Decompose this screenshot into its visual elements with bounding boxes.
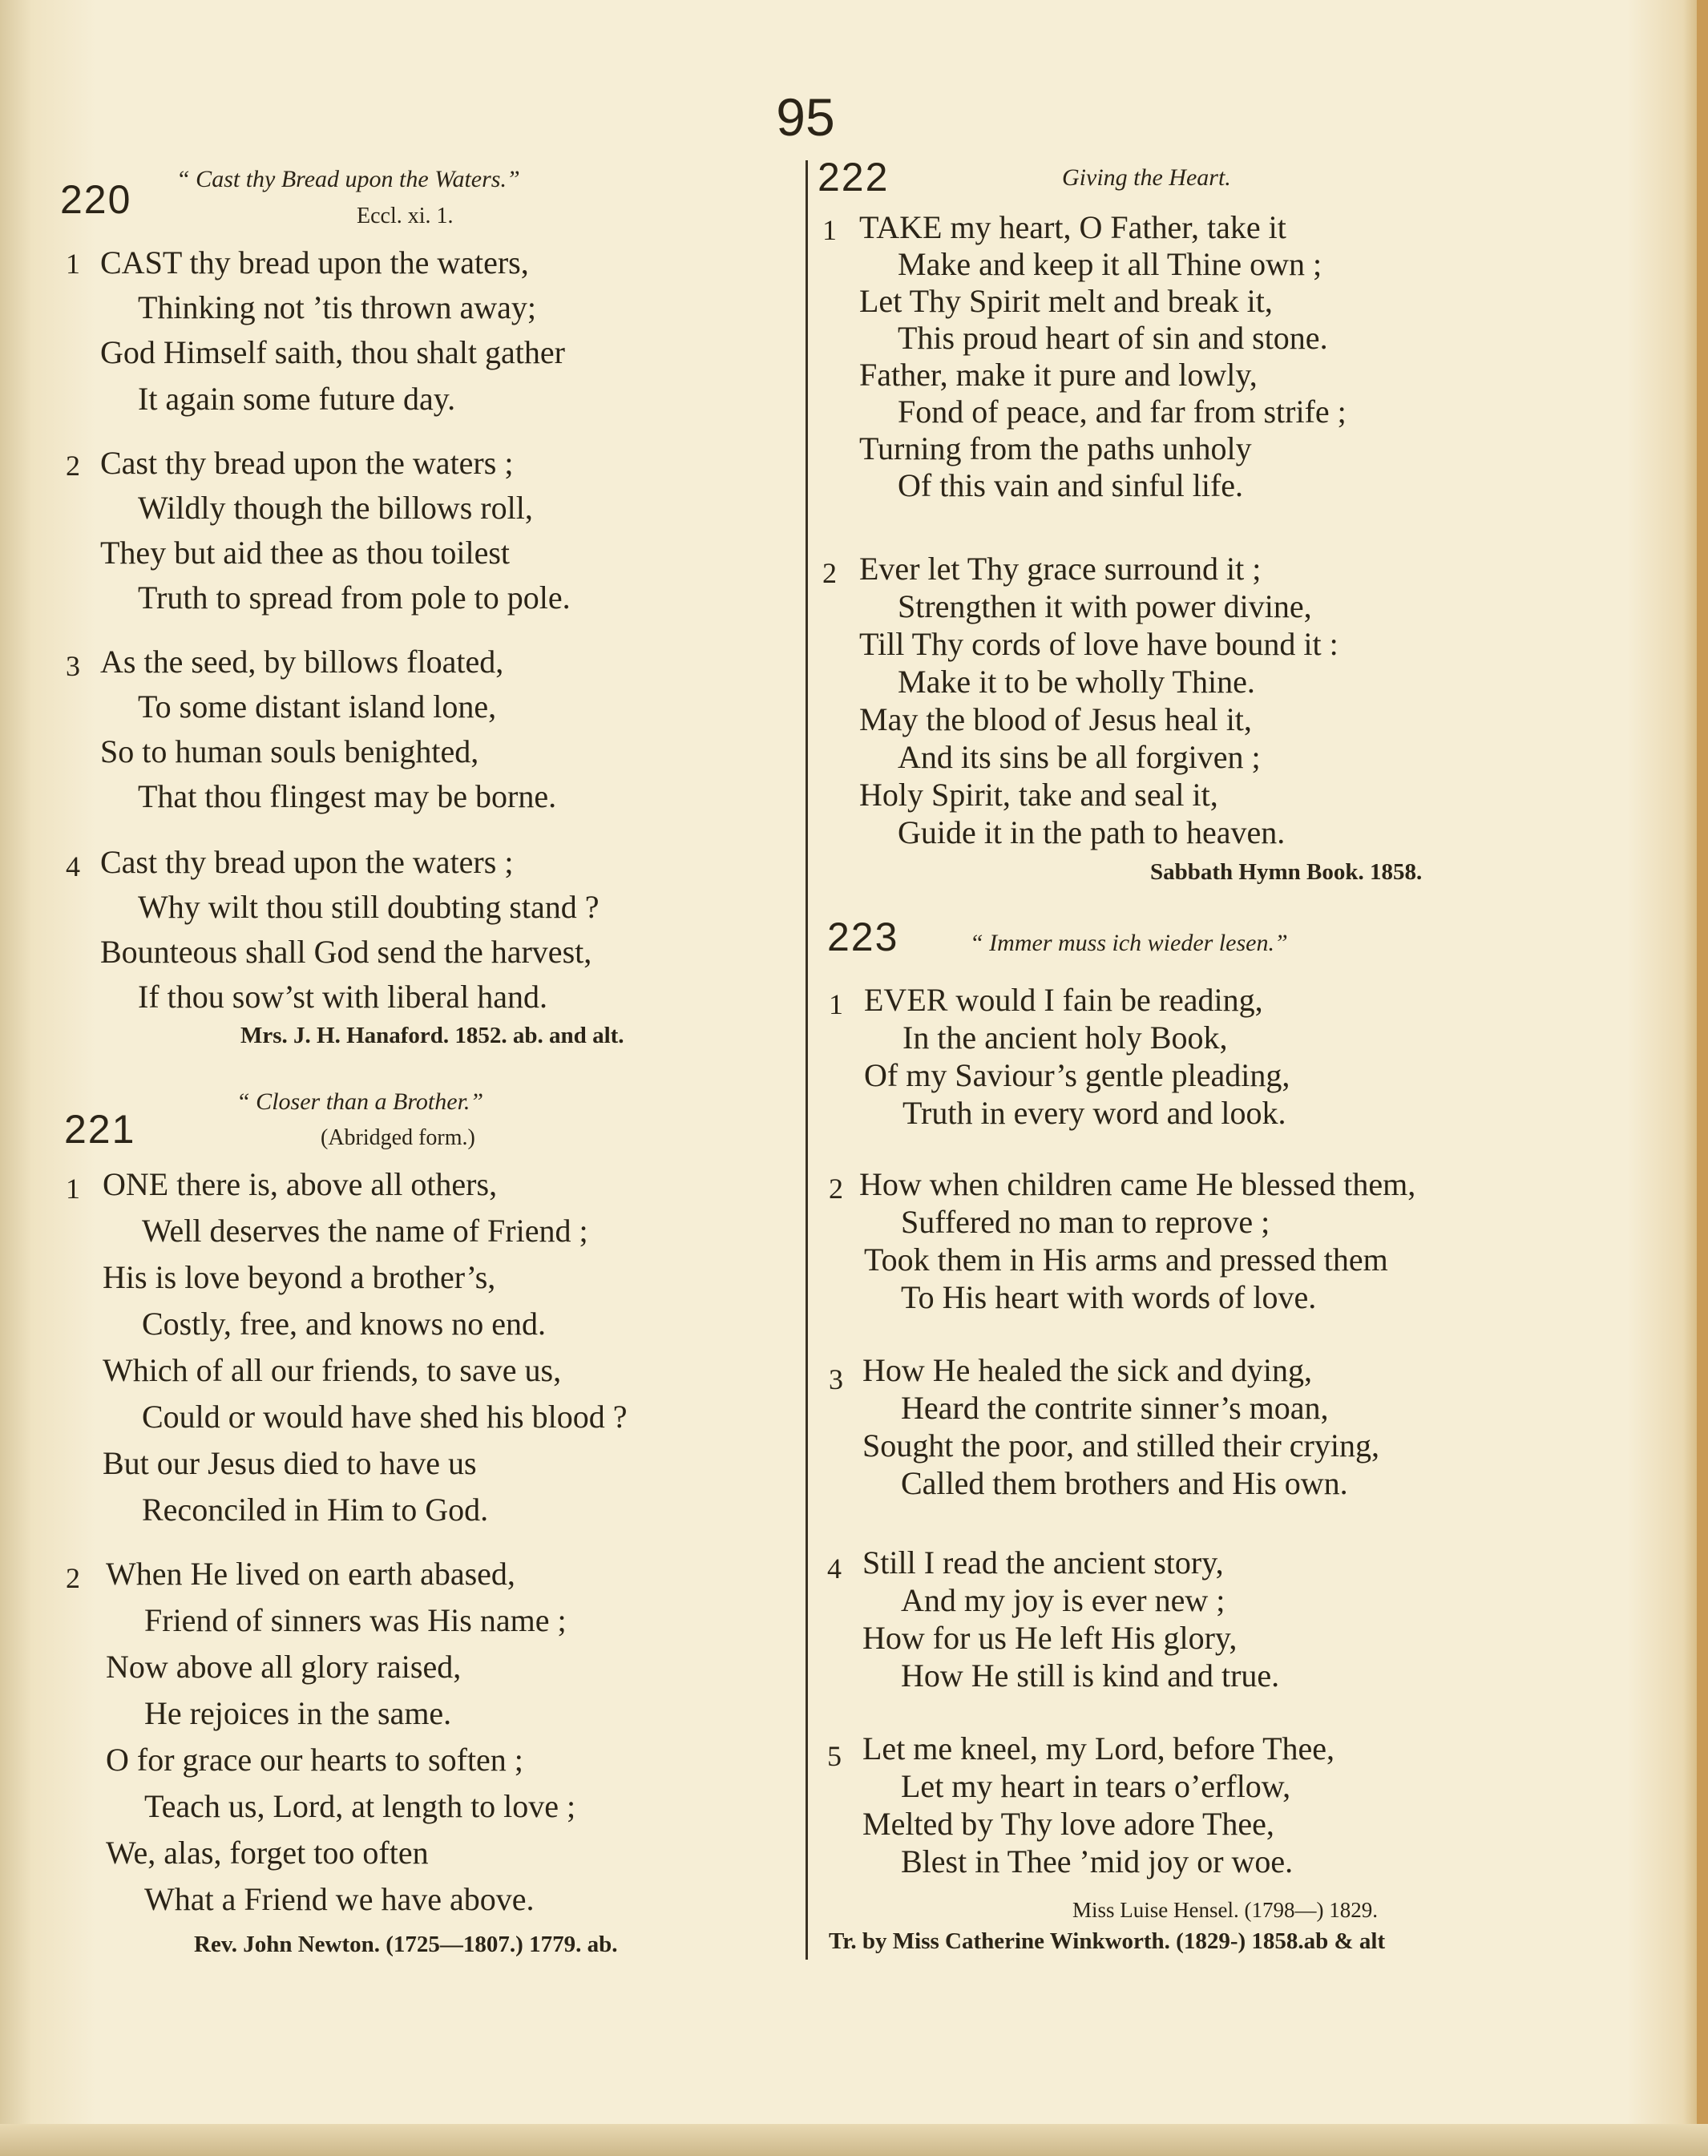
verse-line: God Himself saith, thou shalt gather bbox=[100, 334, 565, 370]
verse-line: They but aid thee as thou toilest bbox=[100, 535, 510, 571]
verse-line: Thinking not ’tis thrown away; bbox=[138, 289, 536, 325]
verse-line: Fond of peace, and far from strife ; bbox=[898, 394, 1347, 430]
verse-line: In the ancient holy Book, bbox=[902, 1019, 1228, 1056]
verse-line: And my joy is ever new ; bbox=[901, 1582, 1225, 1618]
verse-line: How He still is kind and true. bbox=[901, 1657, 1280, 1694]
verse-line: Strengthen it with power divine, bbox=[898, 588, 1312, 624]
verse-line: Truth in every word and look. bbox=[902, 1095, 1286, 1131]
verse-number: 2 bbox=[822, 557, 837, 589]
hymn-credit: Mrs. J. H. Hanaford. 1852. ab. and alt. bbox=[240, 1023, 624, 1048]
verse-line: Make and keep it all Thine own ; bbox=[898, 246, 1322, 282]
hymn-credit: Rev. John Newton. (1725—1807.) 1779. ab. bbox=[194, 1932, 618, 1957]
hymn-title: “ Immer muss ich wieder lesen.” bbox=[970, 930, 1288, 956]
verse-line: Ever let Thy grace surround it ; bbox=[859, 551, 1262, 587]
verse-number: 4 bbox=[827, 1552, 842, 1585]
verse-line: Well deserves the name of Friend ; bbox=[142, 1213, 588, 1249]
verse-line: Of my Saviour’s gentle pleading, bbox=[864, 1057, 1290, 1093]
hymn-number: 221 bbox=[64, 1107, 136, 1152]
verse-line: When He lived on earth abased, bbox=[106, 1556, 515, 1592]
verse-line: Father, make it pure and lowly, bbox=[859, 357, 1258, 393]
verse-line: EVER would I fain be reading, bbox=[864, 982, 1263, 1018]
verse-line: Let Thy Spirit melt and break it, bbox=[859, 283, 1273, 319]
verse-line: Costly, free, and knows no end. bbox=[142, 1306, 546, 1342]
verse-number: 2 bbox=[66, 1562, 80, 1594]
verse-number: 4 bbox=[66, 850, 80, 882]
verse-line: Now above all glory raised, bbox=[106, 1649, 462, 1685]
hymn-title: “ Closer than a Brother.” bbox=[236, 1088, 484, 1115]
verse-line: May the blood of Jesus heal it, bbox=[859, 701, 1252, 737]
verse-number: 1 bbox=[66, 1173, 80, 1205]
verse-line: As the seed, by billows floated, bbox=[100, 644, 504, 680]
verse-line: Holy Spirit, take and seal it, bbox=[859, 777, 1218, 813]
verse-line: Till Thy cords of love have bound it : bbox=[859, 626, 1339, 662]
column-divider bbox=[806, 160, 808, 1960]
verse-line: Wildly though the billows roll, bbox=[138, 490, 533, 526]
verse-line: Truth to spread from pole to pole. bbox=[138, 579, 571, 616]
verse-line: How He healed the sick and dying, bbox=[862, 1352, 1312, 1388]
page-bottom-edge bbox=[0, 2124, 1708, 2156]
page-edge bbox=[1697, 0, 1708, 2156]
hymn-credit: Sabbath Hymn Book. 1858. bbox=[1150, 859, 1423, 885]
verse-line: If thou sow’st with liberal hand. bbox=[138, 979, 548, 1015]
verse-line: Friend of sinners was His name ; bbox=[144, 1602, 567, 1638]
verse-line: To His heart with words of love. bbox=[901, 1279, 1317, 1315]
hymn-number: 220 bbox=[60, 177, 132, 222]
verse-line: TAKE my heart, O Father, take it bbox=[859, 209, 1286, 245]
hymn-scripture-ref: Eccl. xi. 1. bbox=[357, 204, 454, 228]
verse-line: Melted by Thy love adore Thee, bbox=[862, 1806, 1274, 1842]
verse-line: Let my heart in tears o’erflow, bbox=[901, 1768, 1291, 1804]
verse-line: Cast thy bread upon the waters ; bbox=[100, 844, 514, 880]
verse-line: Why wilt thou still doubting stand ? bbox=[138, 889, 600, 925]
verse-line: It again some future day. bbox=[138, 381, 456, 417]
verse-number: 2 bbox=[829, 1173, 843, 1205]
hymn-title: Giving the Heart. bbox=[1062, 164, 1231, 191]
verse-line: Guide it in the path to heaven. bbox=[898, 814, 1286, 850]
verse-line: Of this vain and sinful life. bbox=[898, 467, 1244, 503]
verse-line: Let me kneel, my Lord, before Thee, bbox=[862, 1730, 1335, 1766]
verse-line: Bounteous shall God send the harvest, bbox=[100, 934, 592, 970]
verse-line: To some distant island lone, bbox=[138, 688, 497, 725]
verse-number: 5 bbox=[827, 1740, 842, 1772]
hymn-author-credit: Miss Luise Hensel. (1798—) 1829. bbox=[1072, 1898, 1378, 1922]
verse-number: 1 bbox=[66, 248, 80, 280]
verse-line: Which of all our friends, to save us, bbox=[103, 1352, 562, 1388]
verse-line: So to human souls benighted, bbox=[100, 733, 479, 769]
verse-line: Blest in Thee ’mid joy or woe. bbox=[901, 1843, 1294, 1879]
page-number: 95 bbox=[776, 87, 835, 147]
hymn-number: 222 bbox=[818, 155, 890, 200]
verse-line: How when children came He blessed them, bbox=[859, 1166, 1416, 1202]
hymn-translator-credit: Tr. by Miss Catherine Winkworth. (1829-) 1858.ab & alt bbox=[829, 1928, 1386, 1954]
verse-line: Took them in His arms and pressed them bbox=[864, 1242, 1388, 1278]
verse-number: 1 bbox=[829, 988, 843, 1020]
verse-line: But our Jesus died to have us bbox=[103, 1445, 477, 1481]
verse-line: His is love beyond a brother’s, bbox=[103, 1259, 496, 1295]
verse-line: How for us He left His glory, bbox=[862, 1620, 1238, 1656]
verse-line: ONE there is, above all others, bbox=[103, 1166, 498, 1202]
verse-number: 2 bbox=[66, 450, 80, 482]
verse-line: Suffered no man to reprove ; bbox=[901, 1204, 1270, 1240]
verse-line: Could or would have shed his blood ? bbox=[142, 1399, 628, 1435]
verse-line: He rejoices in the same. bbox=[144, 1695, 452, 1731]
verse-number: 1 bbox=[822, 214, 837, 246]
verse-line: Still I read the ancient story, bbox=[862, 1544, 1224, 1581]
verse-line: Teach us, Lord, at length to love ; bbox=[144, 1788, 576, 1824]
verse-line: And its sins be all forgiven ; bbox=[898, 739, 1261, 775]
verse-line: This proud heart of sin and stone. bbox=[898, 320, 1328, 356]
verse-line: That thou flingest may be borne. bbox=[138, 778, 557, 814]
verse-line: Heard the contrite sinner’s moan, bbox=[901, 1390, 1329, 1426]
verse-line: Called them brothers and His own. bbox=[901, 1465, 1348, 1501]
verse-line: O for grace our hearts to soften ; bbox=[106, 1742, 523, 1778]
hymn-title: “ Cast thy Bread upon the Waters.” bbox=[176, 166, 520, 192]
verse-line: Turning from the paths unholy bbox=[859, 430, 1252, 466]
verse-line: What a Friend we have above. bbox=[144, 1881, 535, 1917]
verse-number: 3 bbox=[829, 1363, 843, 1395]
verse-line: We, alas, forget too often bbox=[106, 1835, 429, 1871]
hymn-subtitle: (Abridged form.) bbox=[321, 1125, 475, 1150]
verse-number: 3 bbox=[66, 650, 80, 682]
verse-line: Reconciled in Him to God. bbox=[142, 1492, 489, 1528]
verse-line: Make it to be wholly Thine. bbox=[898, 664, 1255, 700]
verse-line: Cast thy bread upon the waters ; bbox=[100, 445, 514, 481]
hymn-number: 223 bbox=[827, 914, 899, 959]
verse-line: CAST thy bread upon the waters, bbox=[100, 244, 529, 281]
verse-line: Sought the poor, and stilled their crying, bbox=[862, 1427, 1379, 1464]
